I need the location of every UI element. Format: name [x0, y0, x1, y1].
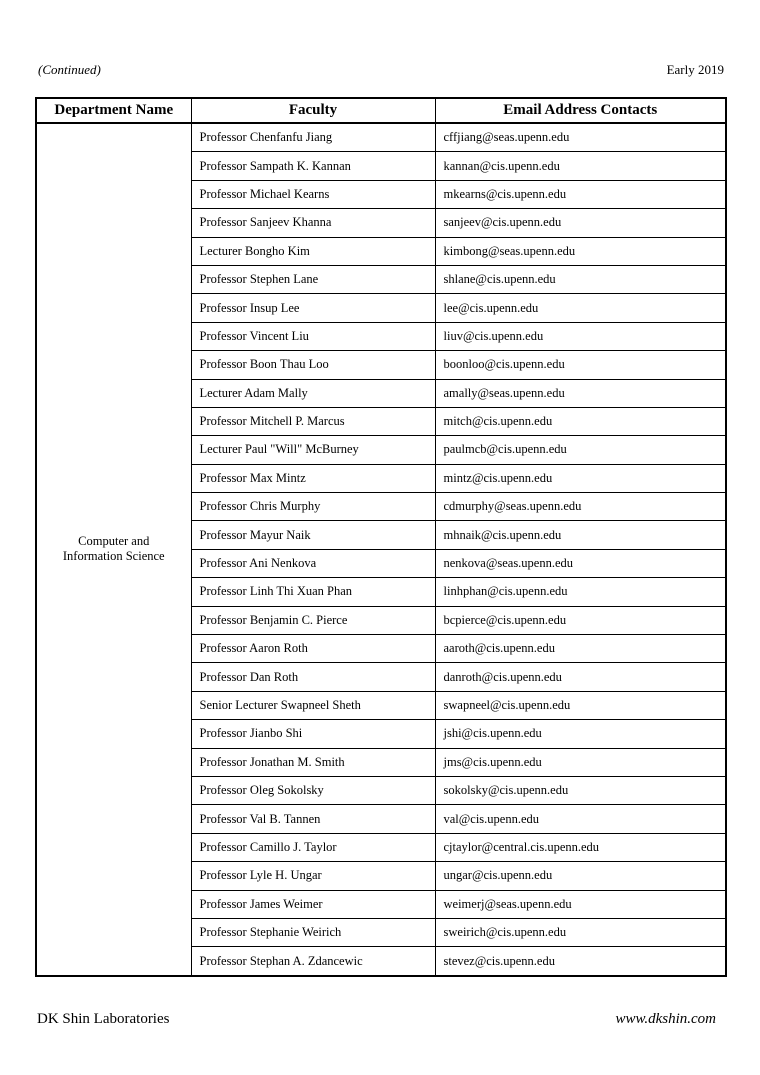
faculty-name-cell: Professor Dan Roth: [191, 663, 435, 691]
email-address-cell: jshi@cis.upenn.edu: [435, 720, 726, 748]
faculty-name-cell: Professor Sanjeev Khanna: [191, 209, 435, 237]
email-address-cell: linhphan@cis.upenn.edu: [435, 578, 726, 606]
email-address-cell: sweirich@cis.upenn.edu: [435, 918, 726, 946]
column-header-department: Department Name: [36, 98, 191, 123]
table-row: [36, 123, 726, 152]
faculty-name-cell: Professor Jianbo Shi: [191, 720, 435, 748]
date-label: Early 2019: [666, 62, 724, 77]
department-name-line: Computer and: [78, 534, 150, 549]
email-address-cell: kimbong@seas.upenn.edu: [435, 237, 726, 265]
faculty-name-cell: Professor James Weimer: [191, 890, 435, 918]
email-address-cell: liuv@cis.upenn.edu: [435, 322, 726, 350]
faculty-name-cell: Professor Max Mintz: [191, 464, 435, 492]
email-address-cell: danroth@cis.upenn.edu: [435, 663, 726, 691]
department-name-line: Information Science: [62, 549, 165, 564]
faculty-name-cell: Lecturer Adam Mally: [191, 379, 435, 407]
faculty-name-cell: Senior Lecturer Swapneel Sheth: [191, 691, 435, 719]
faculty-name-cell: Professor Insup Lee: [191, 294, 435, 322]
email-address-cell: cjtaylor@central.cis.upenn.edu: [435, 833, 726, 861]
faculty-name-cell: Professor Chenfanfu Jiang: [191, 123, 435, 152]
table-body: [36, 123, 726, 976]
faculty-contacts-table: [35, 97, 727, 977]
email-address-cell: aaroth@cis.upenn.edu: [435, 635, 726, 663]
email-address-cell: boonloo@cis.upenn.edu: [435, 351, 726, 379]
faculty-name-cell: Professor Camillo J. Taylor: [191, 833, 435, 861]
faculty-name-cell: Professor Val B. Tannen: [191, 805, 435, 833]
email-address-cell: mkearns@cis.upenn.edu: [435, 180, 726, 208]
email-address-cell: cdmurphy@seas.upenn.edu: [435, 493, 726, 521]
faculty-name-cell: Professor Sampath K. Kannan: [191, 152, 435, 180]
faculty-name-cell: Professor Linh Thi Xuan Phan: [191, 578, 435, 606]
email-address-cell: shlane@cis.upenn.edu: [435, 265, 726, 293]
email-address-cell: sokolsky@cis.upenn.edu: [435, 776, 726, 804]
email-address-cell: jms@cis.upenn.edu: [435, 748, 726, 776]
email-address-cell: kannan@cis.upenn.edu: [435, 152, 726, 180]
email-address-cell: sanjeev@cis.upenn.edu: [435, 209, 726, 237]
faculty-name-cell: Professor Vincent Liu: [191, 322, 435, 350]
email-address-cell: mintz@cis.upenn.edu: [435, 464, 726, 492]
column-header-email: Email Address Contacts: [435, 98, 726, 123]
email-address-cell: paulmcb@cis.upenn.edu: [435, 436, 726, 464]
email-address-cell: val@cis.upenn.edu: [435, 805, 726, 833]
email-address-cell: mitch@cis.upenn.edu: [435, 407, 726, 435]
faculty-name-cell: Professor Lyle H. Ungar: [191, 862, 435, 890]
email-address-cell: ungar@cis.upenn.edu: [435, 862, 726, 890]
faculty-name-cell: Professor Stephen Lane: [191, 265, 435, 293]
faculty-name-cell: Lecturer Paul "Will" McBurney: [191, 436, 435, 464]
email-address-cell: lee@cis.upenn.edu: [435, 294, 726, 322]
email-address-cell: cffjiang@seas.upenn.edu: [435, 123, 726, 152]
email-address-cell: stevez@cis.upenn.edu: [435, 947, 726, 976]
faculty-name-cell: Professor Oleg Sokolsky: [191, 776, 435, 804]
faculty-name-cell: Professor Aaron Roth: [191, 635, 435, 663]
table-header-row: [36, 98, 726, 123]
continued-label: (Continued): [38, 62, 101, 77]
faculty-name-cell: Professor Benjamin C. Pierce: [191, 606, 435, 634]
footer-company-name: DK Shin Laboratories: [37, 1011, 170, 1027]
email-address-cell: amally@seas.upenn.edu: [435, 379, 726, 407]
faculty-name-cell: Professor Chris Murphy: [191, 493, 435, 521]
faculty-name-cell: Professor Mayur Naik: [191, 521, 435, 549]
faculty-name-cell: Lecturer Bongho Kim: [191, 237, 435, 265]
department-name-cell: [36, 123, 191, 976]
email-address-cell: mhnaik@cis.upenn.edu: [435, 521, 726, 549]
faculty-name-cell: Professor Mitchell P. Marcus: [191, 407, 435, 435]
column-header-faculty: Faculty: [191, 98, 435, 123]
email-address-cell: weimerj@seas.upenn.edu: [435, 890, 726, 918]
email-address-cell: swapneel@cis.upenn.edu: [435, 691, 726, 719]
faculty-name-cell: Professor Stephan A. Zdancewic: [191, 947, 435, 976]
faculty-name-cell: Professor Boon Thau Loo: [191, 351, 435, 379]
email-address-cell: nenkova@seas.upenn.edu: [435, 549, 726, 577]
faculty-name-cell: Professor Jonathan M. Smith: [191, 748, 435, 776]
faculty-name-cell: Professor Ani Nenkova: [191, 549, 435, 577]
email-address-cell: bcpierce@cis.upenn.edu: [435, 606, 726, 634]
faculty-name-cell: Professor Stephanie Weirich: [191, 918, 435, 946]
footer-website: www.dkshin.com: [615, 1011, 716, 1027]
faculty-name-cell: Professor Michael Kearns: [191, 180, 435, 208]
